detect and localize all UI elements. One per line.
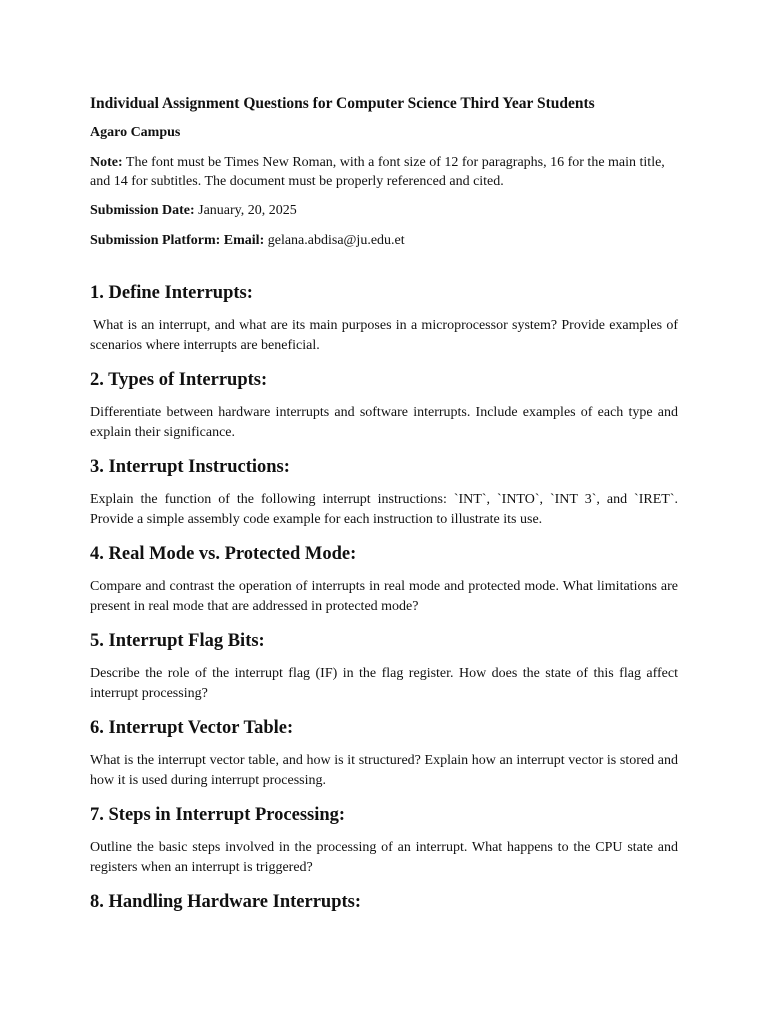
note-label: Note: [90, 155, 123, 170]
submission-date-label: Submission Date: [90, 203, 195, 218]
document-title: Individual Assignment Questions for Computer Science Third Year Students [90, 95, 595, 112]
document-content [90, 93, 678, 925]
question-title: 5. Interrupt Flag Bits: [90, 631, 265, 651]
submission-platform [90, 231, 678, 251]
campus-name: Agaro Campus [90, 125, 181, 140]
question-item [90, 803, 678, 877]
question-body: Outline the basic steps involved in the processing of an interrupt. What happens to the CPU state and registers when an interrupt is triggered? [90, 840, 678, 875]
question-item [90, 455, 678, 529]
question-title: 8. Handling Hardware Interrupts: [90, 892, 362, 912]
question-body: Differentiate between hardware interrupts and software interrupts. Include examples of each type and explain their significance. [90, 405, 678, 440]
submission-date [90, 201, 678, 221]
submission-date-value: January, 20, 2025 [194, 203, 297, 218]
note-text: The font must be Times New Roman, with a font size of 12 for paragraphs, 16 for the main title, and 14 for subtitles. The document must be properly referenced and cited. [90, 155, 665, 189]
question-item [90, 368, 678, 442]
question-item [90, 629, 678, 703]
question-list [90, 281, 678, 914]
question-title: 1. Define Interrupts: [90, 283, 253, 303]
question-title: 4. Real Mode vs. Protected Mode: [90, 544, 357, 564]
question-body: What is the interrupt vector table, and how is it structured? Explain how an interrupt vector is stored and how it is used during interrupt processing. [90, 753, 678, 788]
formatting-note [90, 153, 678, 191]
question-title: 3. Interrupt Instructions: [90, 457, 290, 477]
question-body: Describe the role of the interrupt flag (IF) in the flag register. How does the state of this flag affect interrupt processing? [90, 666, 678, 701]
submission-email: gelana.abdisa@ju.edu.et [264, 233, 405, 248]
question-item [90, 281, 678, 355]
question-title: 2. Types of Interrupts: [90, 370, 268, 390]
question-body: Explain the function of the following interrupt instructions: `INT`, `INTO`, `INT 3`, and `IRET`. Provide a simple assembly code example for each instruction to illustrate its use. [90, 492, 678, 527]
question-item [90, 542, 678, 616]
question-title: 6. Interrupt Vector Table: [90, 718, 294, 738]
question-body: What is an interrupt, and what are its main purposes in a microprocessor system? Provide examples of scenarios where interrupts are beneficial. [90, 318, 678, 353]
submission-platform-label: Submission Platform: Email: [90, 233, 265, 248]
question-title: 7. Steps in Interrupt Processing: [90, 805, 346, 825]
question-body: Compare and contrast the operation of interrupts in real mode and protected mode. What limitations are present in real mode that are addressed in protected mode? [90, 579, 678, 614]
question-item [90, 890, 678, 914]
question-item [90, 716, 678, 790]
